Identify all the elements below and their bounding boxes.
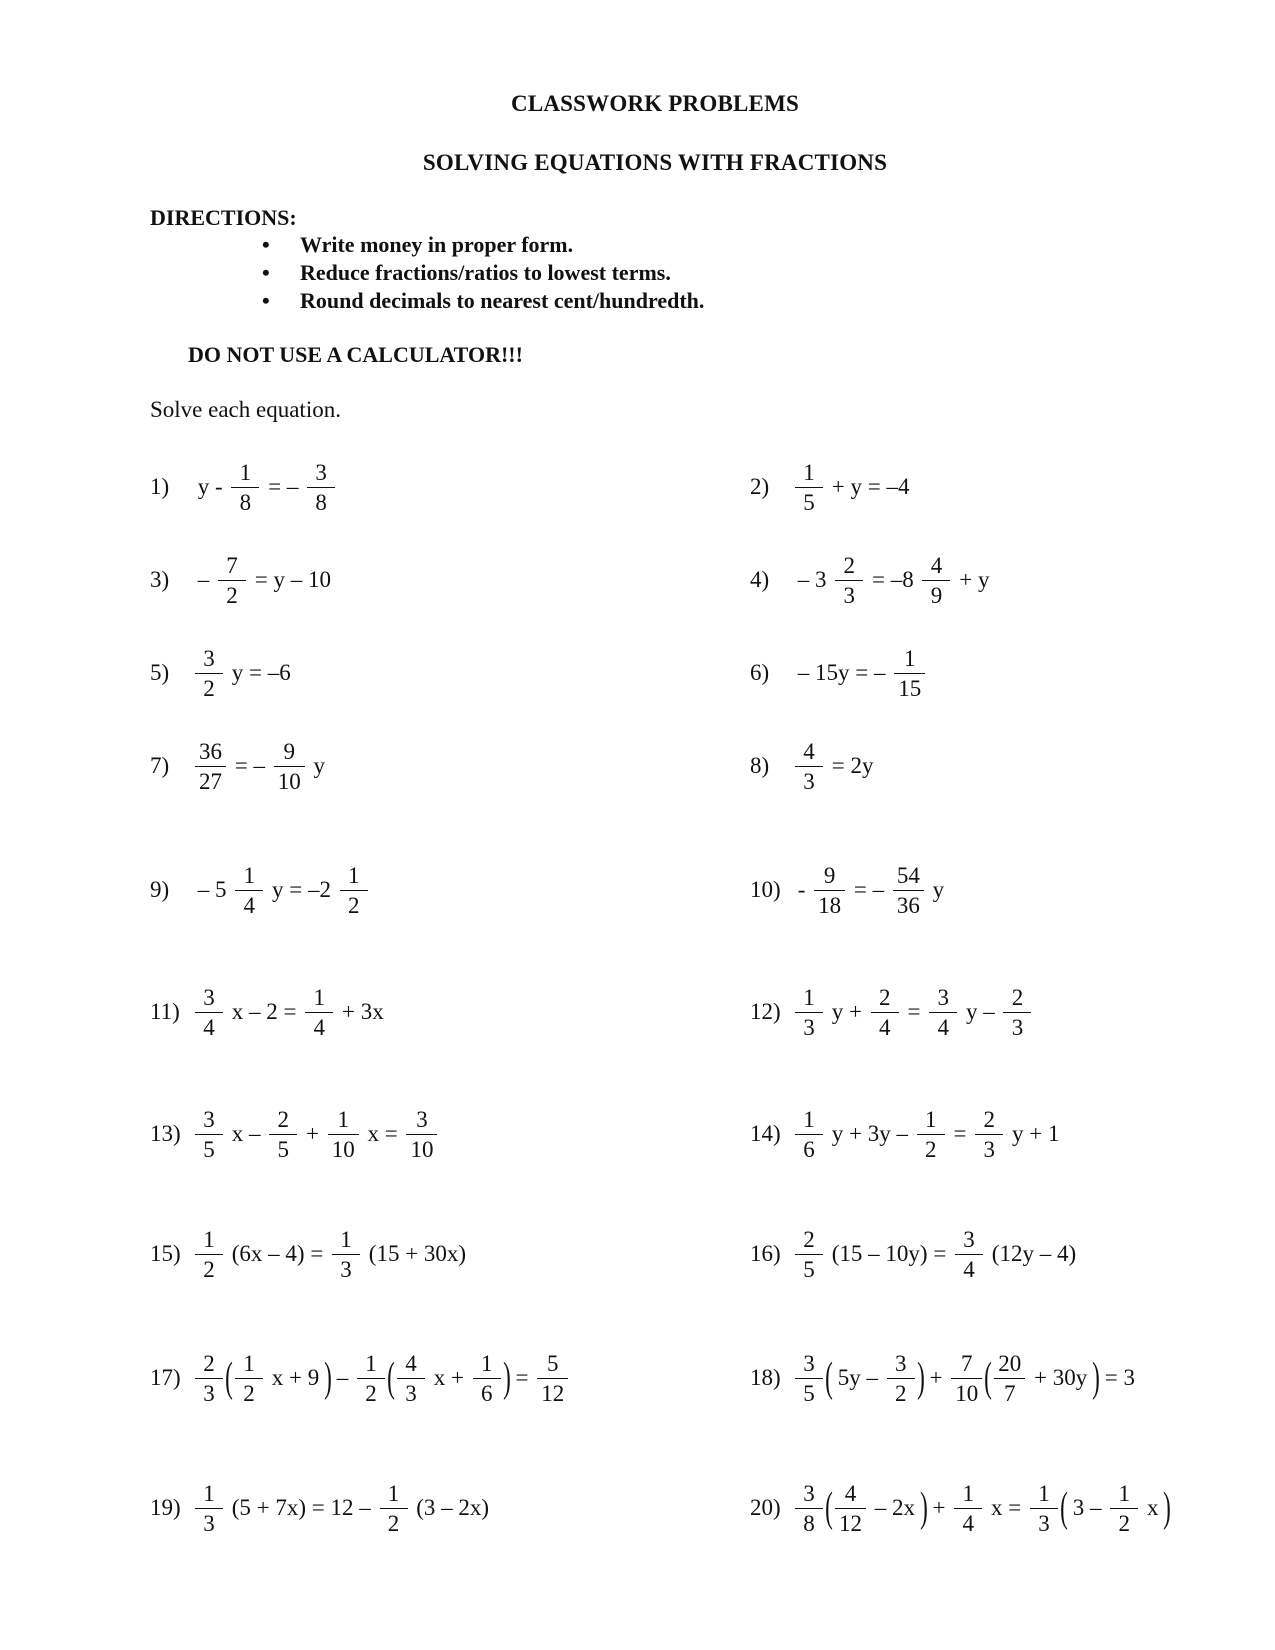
parenthesis: ) xyxy=(324,1355,332,1401)
fraction xyxy=(537,1352,568,1405)
directions-item: • Reduce fractions/ratios to lowest terms. xyxy=(262,260,671,285)
equation-text: (15 + 30x) xyxy=(363,1241,472,1266)
fraction-denominator: 4 xyxy=(203,1014,215,1040)
parenthesis: ) xyxy=(1092,1355,1100,1401)
fraction-denominator: 3 xyxy=(983,1136,995,1162)
fraction-denominator: 3 xyxy=(203,1380,215,1406)
fraction-denominator: 2 xyxy=(243,1380,255,1406)
fraction-denominator: 8 xyxy=(803,1510,815,1536)
fraction-denominator: 2 xyxy=(203,675,215,701)
fraction xyxy=(340,864,368,917)
fraction xyxy=(195,647,223,700)
equation-text: x – 2 = xyxy=(226,999,303,1024)
fraction-denominator: 12 xyxy=(541,1380,565,1406)
fraction xyxy=(795,1108,823,1161)
fraction-numerator: 4 xyxy=(835,1482,866,1509)
fraction xyxy=(795,1352,823,1405)
fraction-denominator: 10 xyxy=(277,768,301,794)
fraction-numerator: 3 xyxy=(795,1352,823,1379)
fraction-denominator: 3 xyxy=(843,582,855,608)
fraction-denominator: 36 xyxy=(896,892,920,918)
fraction xyxy=(332,1228,360,1281)
fraction xyxy=(922,554,950,607)
fraction-numerator: 1 xyxy=(917,1108,945,1135)
parenthesis: ( xyxy=(1060,1485,1068,1531)
fraction-numerator: 2 xyxy=(1003,986,1031,1013)
fraction-denominator: 6 xyxy=(803,1136,815,1162)
equation-text: = xyxy=(509,1365,535,1390)
fraction-numerator: 1 xyxy=(305,986,333,1013)
fraction-numerator: 1 xyxy=(235,1352,263,1379)
fraction-denominator: 5 xyxy=(803,1256,815,1282)
fraction xyxy=(893,864,924,917)
equation-text: x = xyxy=(361,1121,404,1146)
fraction-numerator: 3 xyxy=(195,986,223,1013)
fraction xyxy=(473,1352,501,1405)
fraction xyxy=(975,1108,1003,1161)
equation xyxy=(192,1482,495,1535)
fraction xyxy=(195,1352,223,1405)
fraction-denominator: 4 xyxy=(313,1014,325,1040)
fraction-denominator: 4 xyxy=(937,1014,949,1040)
fraction xyxy=(795,461,823,514)
fraction xyxy=(951,1352,982,1405)
equation-text: x + 9 xyxy=(266,1365,325,1390)
fraction-numerator: 4 xyxy=(922,554,950,581)
parenthesis: ) xyxy=(919,1485,928,1531)
bullet-icon: • xyxy=(262,260,270,285)
problem-14 xyxy=(750,1099,1065,1169)
parenthesis: ) xyxy=(1163,1485,1172,1531)
problem-7 xyxy=(150,731,331,801)
fraction-denominator: 3 xyxy=(203,1510,215,1536)
parenthesis: ) xyxy=(502,1355,511,1401)
fraction-denominator: 7 xyxy=(1003,1380,1016,1406)
fraction-denominator: 5 xyxy=(803,1380,815,1406)
fraction xyxy=(795,1228,823,1281)
equation xyxy=(792,554,995,607)
fraction-numerator: 2 xyxy=(195,1352,223,1379)
fraction-denominator: 5 xyxy=(277,1136,289,1162)
problem-4 xyxy=(750,545,995,615)
equation-text: = y – 10 xyxy=(249,567,337,592)
problem-2 xyxy=(750,452,915,522)
fraction-numerator: 3 xyxy=(195,1108,223,1135)
equation-text: y = –6 xyxy=(226,660,297,685)
fraction-denominator: 8 xyxy=(239,489,252,515)
fraction-numerator: 2 xyxy=(871,986,899,1013)
equation-text: y xyxy=(926,877,950,902)
equation-text: y = –2 xyxy=(266,877,337,902)
fraction xyxy=(1003,986,1031,1039)
fraction-denominator: 6 xyxy=(480,1380,493,1406)
fraction-numerator: 7 xyxy=(951,1352,982,1379)
equation xyxy=(192,647,296,700)
equation xyxy=(192,461,338,514)
problem-number: 20) xyxy=(750,1495,781,1520)
equation-text: = – xyxy=(262,474,305,499)
equation-text: – xyxy=(330,1365,354,1390)
fraction xyxy=(195,1228,223,1281)
directions-item: • Round decimals to nearest cent/hundredth. xyxy=(262,288,705,313)
parenthesis: ) xyxy=(916,1355,925,1401)
equation-text: y + xyxy=(826,999,868,1024)
fraction-numerator: 2 xyxy=(795,1228,823,1255)
fraction-denominator: 4 xyxy=(243,892,255,918)
fraction xyxy=(994,1352,1025,1405)
problem-15 xyxy=(150,1219,472,1289)
equation-text: = – xyxy=(848,877,890,902)
fraction xyxy=(955,1228,983,1281)
equation-text: + y = –4 xyxy=(826,474,916,499)
problem-19 xyxy=(150,1473,495,1543)
fraction-denominator: 2 xyxy=(226,582,238,608)
problem-number: 1) xyxy=(150,474,170,499)
fraction-numerator: 1 xyxy=(328,1108,359,1135)
problem-13 xyxy=(150,1099,440,1169)
problem-10 xyxy=(750,855,950,925)
fraction xyxy=(235,864,263,917)
problem-number: 11) xyxy=(150,999,180,1024)
equation xyxy=(792,986,1034,1039)
problem-number: 9) xyxy=(150,877,170,902)
fraction-numerator: 1 xyxy=(195,1482,223,1509)
problem-1 xyxy=(150,452,338,522)
directions-item: • Write money in proper form. xyxy=(262,232,574,257)
problem-number: 15) xyxy=(150,1241,181,1266)
fraction xyxy=(397,1352,425,1405)
fraction-numerator: 3 xyxy=(929,986,957,1013)
page-title: CLASSWORK PROBLEMS xyxy=(511,91,799,116)
equation xyxy=(192,986,389,1039)
fraction xyxy=(195,1482,223,1535)
equation xyxy=(192,1108,440,1161)
equation-text: (3 – 2x) xyxy=(410,1495,495,1520)
equation-text: – 3 xyxy=(792,567,833,592)
fraction-denominator: 4 xyxy=(962,1510,974,1536)
fraction xyxy=(795,740,823,793)
problem-11 xyxy=(150,977,389,1047)
equation-text: – 15y = – xyxy=(792,660,892,685)
equation xyxy=(792,461,915,514)
equation xyxy=(792,740,879,793)
equation-text: + xyxy=(926,1495,952,1520)
fraction xyxy=(328,1108,359,1161)
problem-number: 13) xyxy=(150,1121,181,1146)
fraction xyxy=(406,1108,437,1161)
bullet-icon: • xyxy=(262,232,270,257)
fraction-numerator: 1 xyxy=(795,461,823,488)
fraction xyxy=(195,986,223,1039)
equation-text: y - xyxy=(192,474,229,499)
fraction xyxy=(871,986,899,1039)
equation-text: y xyxy=(307,753,331,778)
directions-list xyxy=(0,232,900,316)
equation-text: (6x – 4) = xyxy=(226,1241,330,1266)
problem-20 xyxy=(750,1473,1170,1543)
problem-5 xyxy=(150,638,296,708)
problem-8 xyxy=(750,731,879,801)
problem-number: 16) xyxy=(750,1241,781,1266)
equation-text: x xyxy=(1141,1495,1165,1520)
fraction-denominator: 3 xyxy=(1038,1510,1050,1536)
fraction xyxy=(307,461,335,514)
fraction-denominator: 4 xyxy=(878,1014,891,1040)
fraction-numerator: 3 xyxy=(955,1228,983,1255)
equation-text: = 3 xyxy=(1098,1365,1141,1390)
equation-text: x = xyxy=(985,1495,1027,1520)
fraction-denominator: 12 xyxy=(839,1510,862,1536)
fraction-denominator: 2 xyxy=(203,1256,215,1282)
fraction-denominator: 9 xyxy=(930,582,943,608)
equation xyxy=(792,1108,1065,1161)
fraction-denominator: 5 xyxy=(803,489,815,515)
problem-number: 18) xyxy=(750,1365,781,1390)
parenthesis: ( xyxy=(825,1485,833,1531)
fraction-numerator: 20 xyxy=(994,1352,1025,1379)
equation-text: + xyxy=(300,1121,325,1146)
equation-text: = –8 xyxy=(866,567,920,592)
equation-text: – xyxy=(192,567,215,592)
problem-9 xyxy=(150,855,371,925)
equation xyxy=(192,1352,571,1405)
fraction-numerator: 9 xyxy=(814,864,845,891)
fraction-denominator: 2 xyxy=(1118,1510,1130,1536)
fraction-numerator: 1 xyxy=(235,864,263,891)
equation-text: y – xyxy=(960,999,1001,1024)
equation-text: (12y – 4) xyxy=(986,1241,1082,1266)
fraction-numerator: 2 xyxy=(975,1108,1003,1135)
problem-number: 6) xyxy=(750,660,770,685)
fraction-denominator: 3 xyxy=(405,1380,417,1406)
equation xyxy=(192,554,337,607)
calculator-warning: DO NOT USE A CALCULATOR!!! xyxy=(188,342,523,367)
fraction-numerator: 1 xyxy=(231,461,259,488)
problem-number: 8) xyxy=(750,753,770,778)
parenthesis: ( xyxy=(225,1355,233,1401)
fraction-denominator: 27 xyxy=(199,768,222,794)
page-subtitle: SOLVING EQUATIONS WITH FRACTIONS xyxy=(422,150,888,175)
equation-text: = xyxy=(947,1121,973,1146)
fraction xyxy=(274,740,305,793)
fraction-numerator: 2 xyxy=(835,554,863,581)
fraction-denominator: 2 xyxy=(895,1380,907,1406)
fraction-numerator: 3 xyxy=(406,1108,437,1135)
fraction-numerator: 1 xyxy=(894,647,925,674)
problem-6 xyxy=(750,638,928,708)
fraction-denominator: 18 xyxy=(818,892,842,918)
equation-text: 3 – xyxy=(1066,1495,1108,1520)
equation-text: + 3x xyxy=(336,999,390,1024)
fraction-denominator: 3 xyxy=(1011,1014,1024,1040)
parenthesis: ( xyxy=(387,1355,395,1401)
directions-label: DIRECTIONS: xyxy=(150,205,297,230)
parenthesis: ( xyxy=(984,1355,993,1401)
equation-text: – 5 xyxy=(192,877,233,902)
problem-17 xyxy=(150,1343,571,1413)
equation-text: = – xyxy=(229,753,271,778)
fraction xyxy=(195,1108,223,1161)
fraction xyxy=(380,1482,408,1535)
problem-number: 3) xyxy=(150,567,170,592)
fraction-denominator: 2 xyxy=(387,1510,400,1536)
fraction-numerator: 3 xyxy=(307,461,335,488)
fraction xyxy=(305,986,333,1039)
fraction-denominator: 10 xyxy=(331,1136,355,1162)
equation-text: = xyxy=(901,999,927,1024)
problem-18 xyxy=(750,1343,1141,1413)
fraction-numerator: 1 xyxy=(357,1352,385,1379)
fraction-numerator: 1 xyxy=(340,864,368,891)
fraction-denominator: 2 xyxy=(347,892,360,918)
fraction-denominator: 10 xyxy=(955,1380,979,1406)
fraction-numerator: 1 xyxy=(954,1482,982,1509)
fraction-numerator: 1 xyxy=(1110,1482,1138,1509)
fraction-numerator: 7 xyxy=(218,554,246,581)
fraction-denominator: 4 xyxy=(963,1256,975,1282)
problem-number: 4) xyxy=(750,567,770,592)
fraction-numerator: 4 xyxy=(795,740,823,767)
equation-text: + xyxy=(923,1365,949,1390)
fraction-numerator: 1 xyxy=(195,1228,223,1255)
fraction xyxy=(894,647,925,700)
equation-text: x – xyxy=(226,1121,267,1146)
fraction xyxy=(195,740,226,793)
fraction xyxy=(1030,1482,1058,1535)
fraction-denominator: 5 xyxy=(203,1136,215,1162)
fraction-denominator: 3 xyxy=(803,1014,815,1040)
problem-number: 12) xyxy=(750,999,781,1024)
equation xyxy=(192,740,331,793)
problem-number: 10) xyxy=(750,877,781,902)
equation-text: + 30y xyxy=(1028,1365,1093,1390)
equation xyxy=(192,1228,472,1281)
fraction-denominator: 3 xyxy=(340,1256,352,1282)
fraction-denominator: 3 xyxy=(803,768,815,794)
fraction-numerator: 1 xyxy=(1030,1482,1058,1509)
fraction-numerator: 36 xyxy=(195,740,226,767)
fraction xyxy=(917,1108,945,1161)
equation-text: y + 3y – xyxy=(826,1121,914,1146)
equation-text: = 2y xyxy=(826,753,880,778)
fraction-denominator: 10 xyxy=(410,1136,434,1162)
fraction-numerator: 3 xyxy=(795,1482,823,1509)
equation-text: (15 – 10y) = xyxy=(826,1241,953,1266)
problem-number: 14) xyxy=(750,1121,781,1146)
problem-3 xyxy=(150,545,337,615)
fraction-denominator: 8 xyxy=(315,489,327,515)
fraction-numerator: 5 xyxy=(537,1352,568,1379)
fraction-numerator: 3 xyxy=(887,1352,915,1379)
fraction-numerator: 54 xyxy=(893,864,924,891)
fraction-numerator: 1 xyxy=(380,1482,408,1509)
fraction-denominator: 2 xyxy=(365,1380,377,1406)
fraction-numerator: 1 xyxy=(795,1108,823,1135)
equation xyxy=(192,864,371,917)
fraction-denominator: 15 xyxy=(898,675,922,701)
problem-12 xyxy=(750,977,1034,1047)
fraction xyxy=(954,1482,982,1535)
equation xyxy=(792,864,950,917)
problem-number: 7) xyxy=(150,753,170,778)
equation-text: 5y – xyxy=(832,1365,884,1390)
fraction xyxy=(795,986,823,1039)
fraction-numerator: 2 xyxy=(269,1108,297,1135)
fraction-numerator: 3 xyxy=(195,647,223,674)
fraction-numerator: 1 xyxy=(795,986,823,1013)
equation xyxy=(792,1482,1170,1535)
fraction-numerator: 1 xyxy=(332,1228,360,1255)
equation-text: - xyxy=(792,877,812,902)
problem-number: 19) xyxy=(150,1495,181,1520)
fraction-numerator: 1 xyxy=(473,1352,501,1379)
fraction-numerator: 9 xyxy=(274,740,305,767)
problem-number: 5) xyxy=(150,660,170,685)
fraction xyxy=(231,461,259,514)
fraction xyxy=(835,554,863,607)
problem-number: 2) xyxy=(750,474,770,499)
parenthesis: ( xyxy=(825,1355,833,1401)
fraction xyxy=(1110,1482,1138,1535)
fraction xyxy=(269,1108,297,1161)
fraction xyxy=(218,554,246,607)
fraction xyxy=(795,1482,823,1535)
problem-16 xyxy=(750,1219,1082,1289)
equation-text: x + xyxy=(427,1365,470,1390)
equation xyxy=(792,647,928,700)
fraction xyxy=(887,1352,915,1405)
fraction xyxy=(929,986,957,1039)
equation xyxy=(792,1228,1082,1281)
problem-number: 17) xyxy=(150,1365,181,1390)
equation xyxy=(792,1352,1141,1405)
equation-text: y + 1 xyxy=(1006,1121,1066,1146)
instruction-text: Solve each equation. xyxy=(150,397,341,422)
fraction xyxy=(357,1352,385,1405)
fraction xyxy=(235,1352,263,1405)
fraction-denominator: 2 xyxy=(924,1136,937,1162)
fraction xyxy=(835,1482,866,1535)
equation-text: – 2x xyxy=(869,1495,921,1520)
equation-text: + y xyxy=(953,567,996,592)
fraction-numerator: 4 xyxy=(397,1352,425,1379)
bullet-icon: • xyxy=(262,288,270,313)
equation-text: (5 + 7x) = 12 – xyxy=(226,1495,377,1520)
fraction xyxy=(814,864,845,917)
